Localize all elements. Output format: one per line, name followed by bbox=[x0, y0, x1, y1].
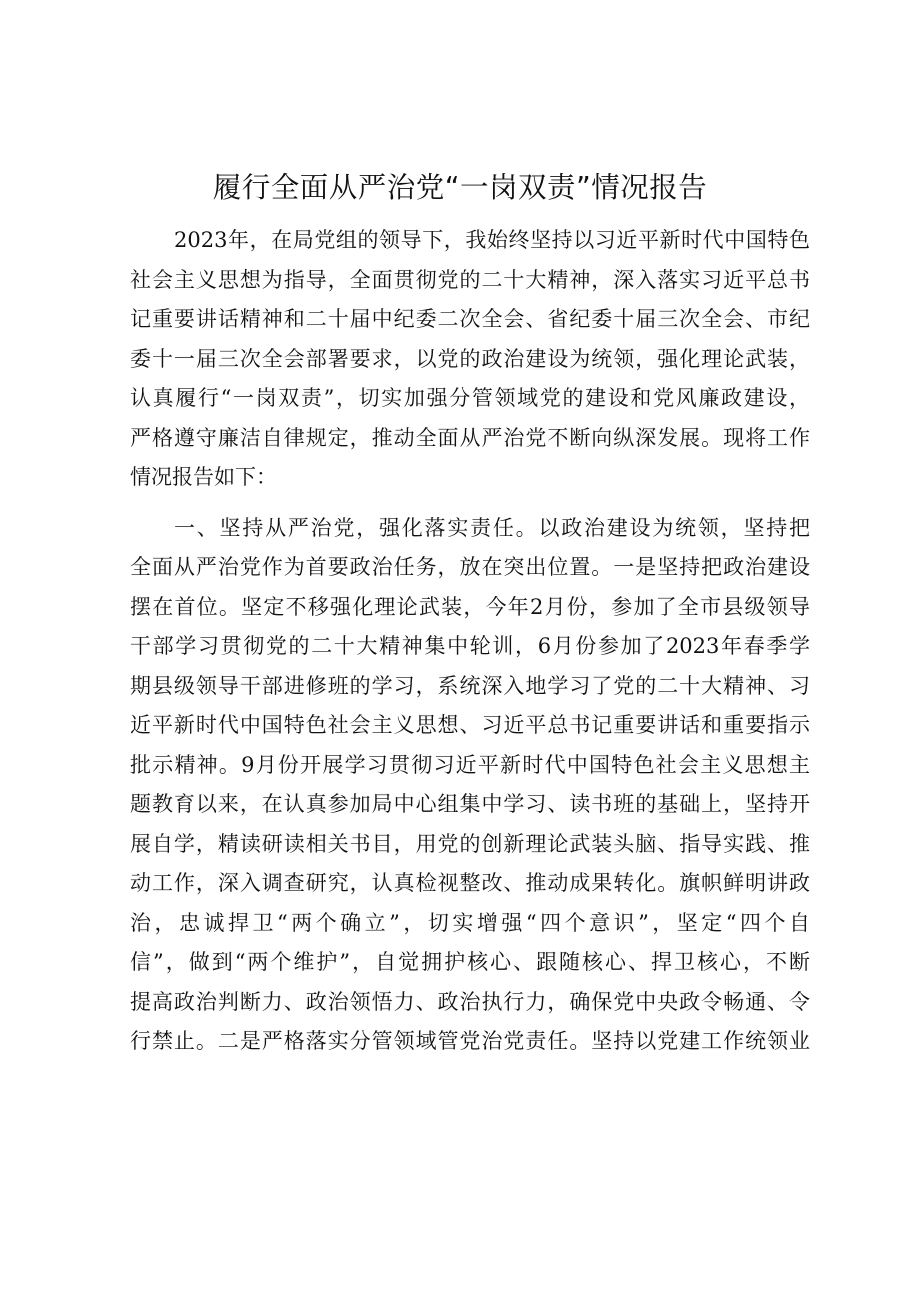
paragraph-line: 批示精神。9月份开展学习贯彻习近平新时代中国特色社会主义思想主 bbox=[130, 752, 810, 777]
paragraph-gap bbox=[130, 498, 810, 509]
paragraph-line: 题教育以来，在认真参加局中心组集中学习、读书班的基础上，坚持开 bbox=[130, 792, 810, 816]
document-body bbox=[130, 221, 810, 1062]
paragraph-line: 记重要讲话精神和二十届中纪委二次全会、省纪委十届三次全会、市纪 bbox=[130, 307, 810, 331]
paragraph-line: 动工作，深入调查研究，认真检视整改、推动成果转化。旗帜鲜明讲政 bbox=[130, 871, 810, 895]
paragraph-line: 近平新时代中国特色社会主义思想、习近平总书记重要讲话和重要指示 bbox=[130, 713, 810, 737]
paragraph-line: 一、坚持从严治党，强化落实责任。以政治建设为统领，坚持把 bbox=[174, 515, 810, 540]
paragraph-line: 社会主义思想为指导，全面贯彻党的二十大精神，深入落实习近平总书 bbox=[130, 267, 810, 292]
paragraph-2 bbox=[130, 509, 810, 1062]
paragraph-line: 提高政治判断力、政治领悟力、政治执行力，确保党中央政令畅通、令 bbox=[130, 989, 810, 1014]
paragraph-line: 干部学习贯彻党的二十大精神集中轮训，6月份参加了2023年春季学 bbox=[130, 634, 810, 658]
paragraph-line: 期县级领导干部进修班的学习，系统深入地学习了党的二十大精神、习 bbox=[130, 673, 810, 698]
paragraph-line: 行禁止。二是严格落实分管领域管党治党责任。坚持以党建工作统领业 bbox=[130, 1029, 810, 1053]
paragraph-1 bbox=[130, 221, 810, 498]
paragraph-line: 严格遵守廉洁自律规定，推动全面从严治党不断向纵深发展。现将工作 bbox=[130, 425, 810, 450]
document-title: 履行全面从严治党“一岗双责”情况报告 bbox=[212, 171, 708, 204]
paragraph-line: 全面从严治党作为首要政治任务，放在突出位置。一是坚持把政治建设 bbox=[130, 555, 810, 579]
paragraph-line: 信”，做到“两个维护”，自觉拥护核心、跟随核心、捍卫核心，不断 bbox=[130, 950, 810, 974]
paragraph-line: 2023年，在局党组的领导下，我始终坚持以习近平新时代中国特色 bbox=[174, 228, 810, 252]
paragraph-line: 委十一届三次全会部署要求，以党的政治建设为统领，强化理论武装， bbox=[130, 346, 810, 371]
paragraph-line: 摆在首位。坚定不移强化理论武装，今年2月份，参加了全市县级领导 bbox=[130, 594, 810, 619]
paragraph-line: 认真履行“一岗双责”，切实加强分管领域党的建设和党风廉政建设， bbox=[130, 386, 810, 410]
paragraph-line: 情况报告如下： bbox=[130, 465, 277, 489]
paragraph-line: 治，忠诚捍卫“两个确立”，切实增强“四个意识”，坚定“四个自 bbox=[130, 910, 810, 935]
paragraph-line: 展自学，精读研读相关书目，用党的创新理论武装头脑、指导实践、推 bbox=[130, 831, 810, 856]
